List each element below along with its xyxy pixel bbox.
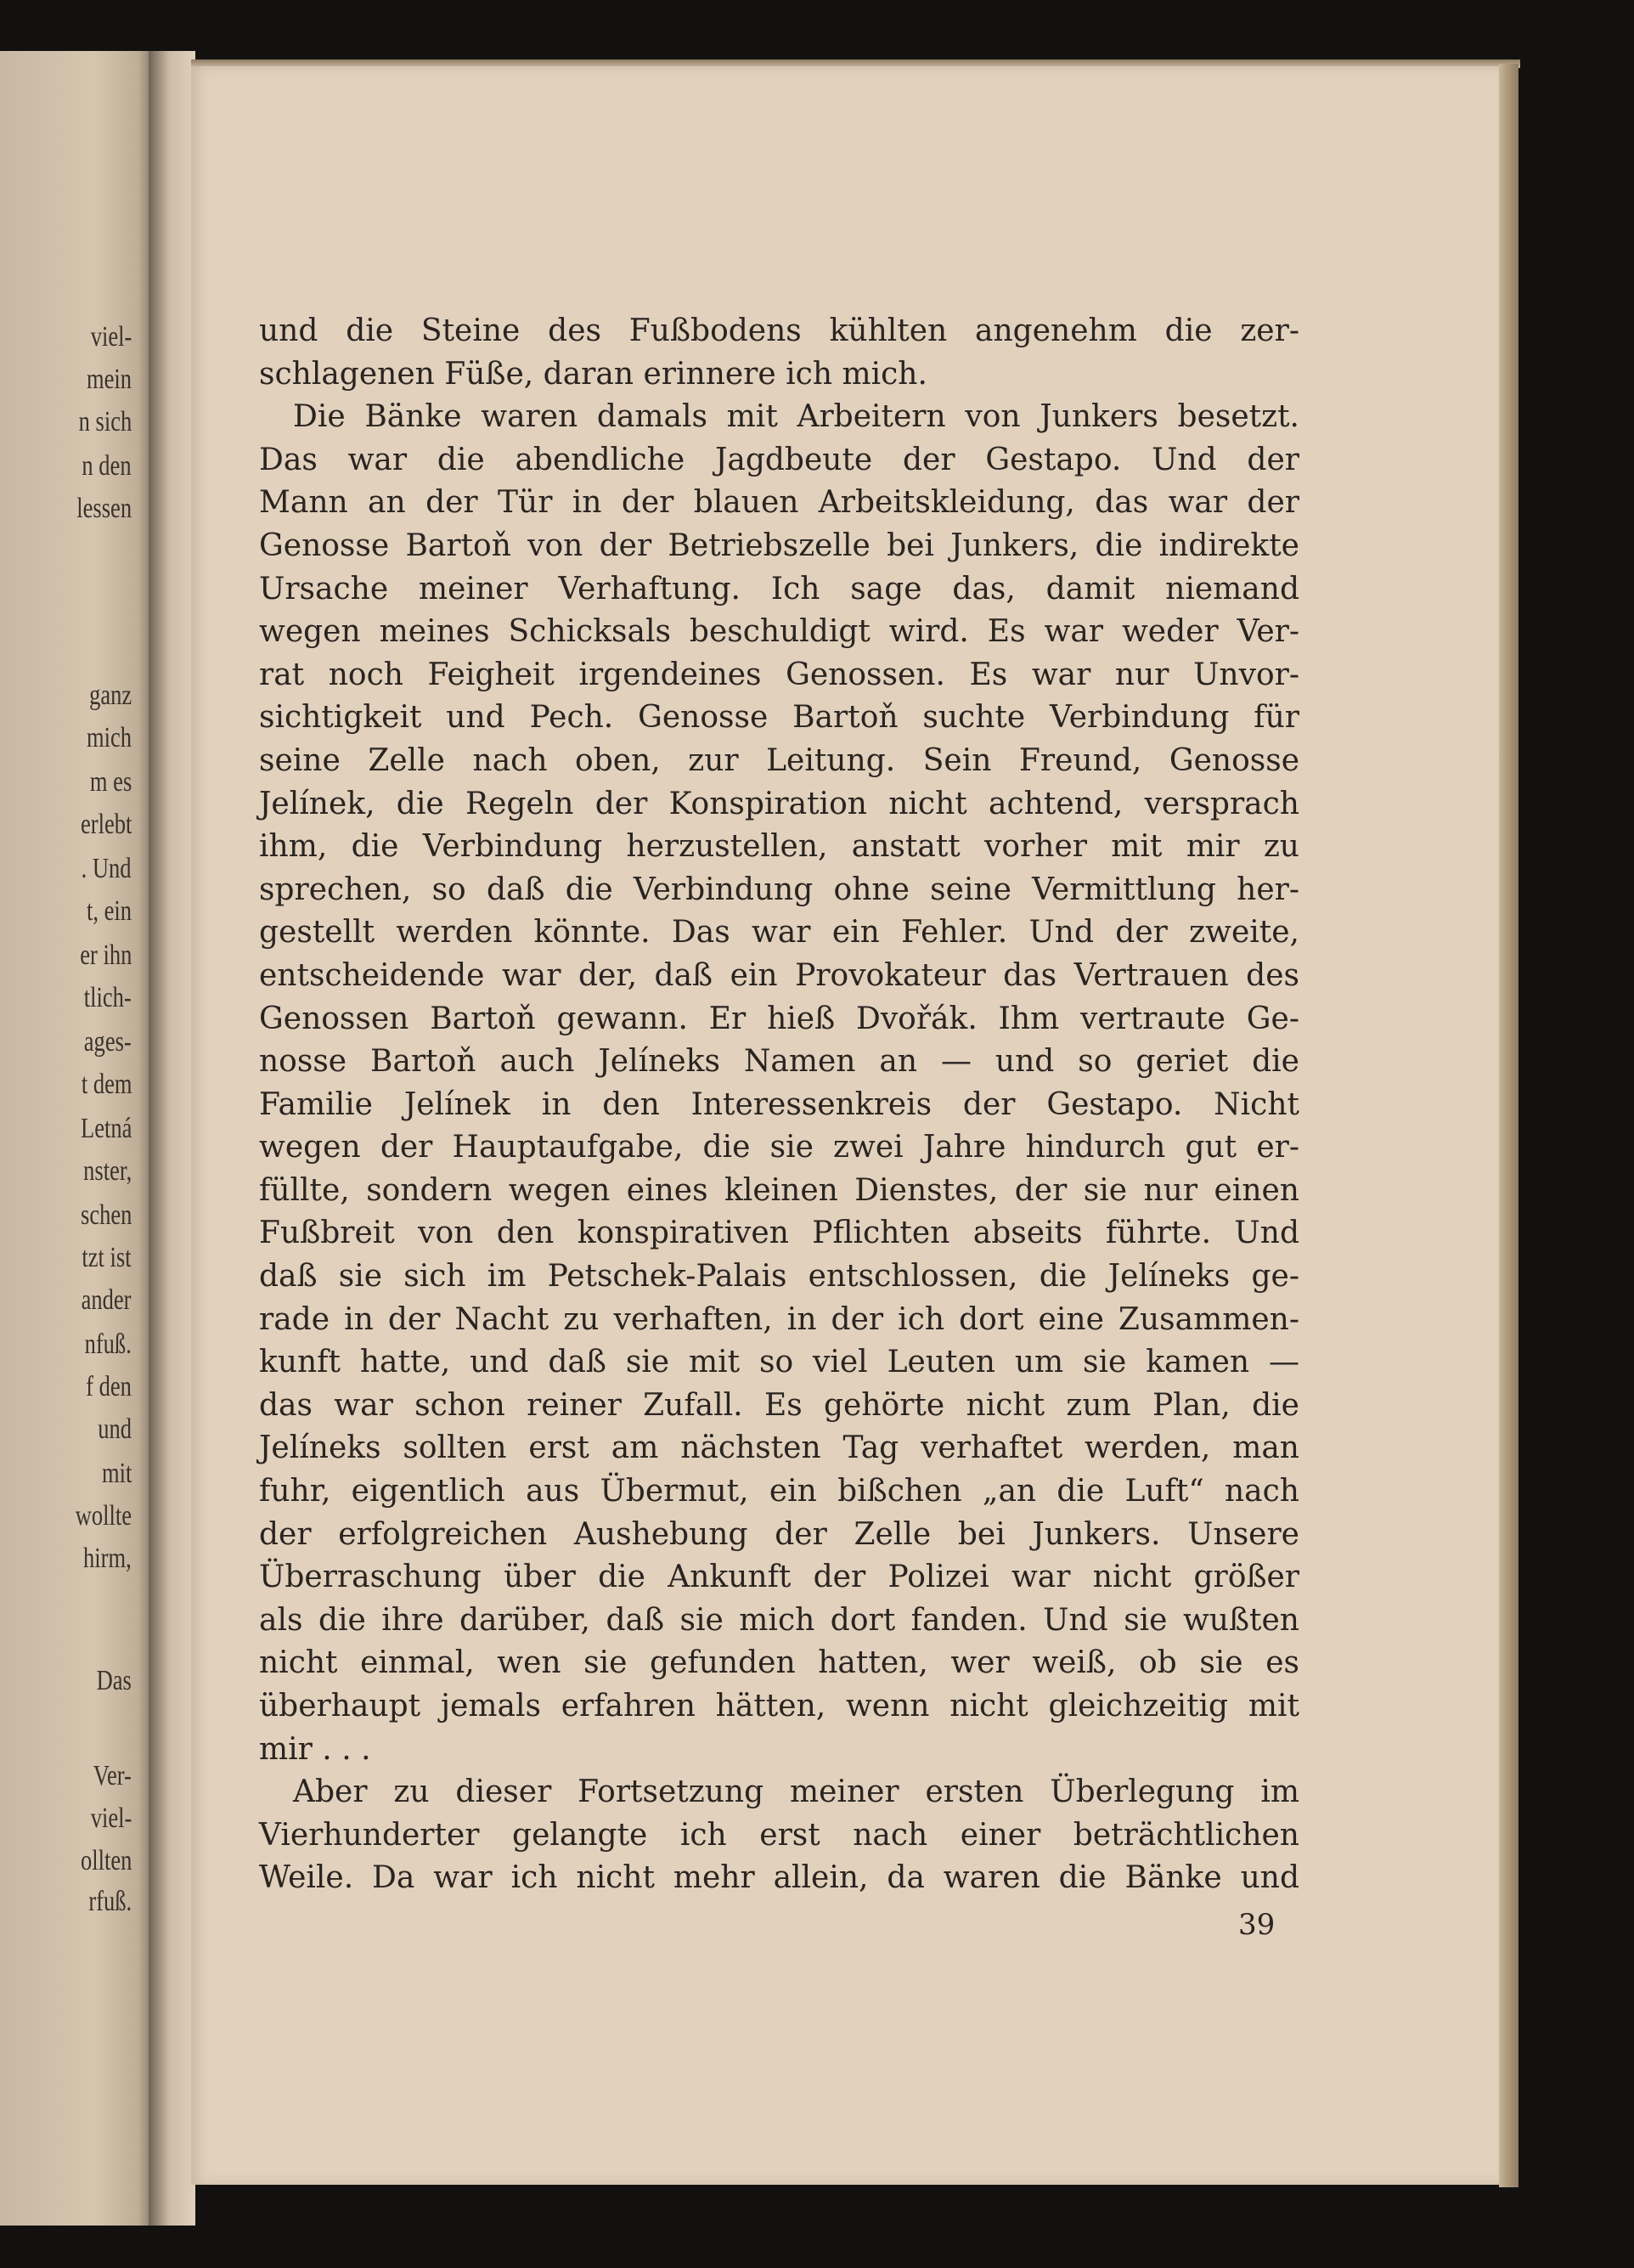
text-line: als die ihre darüber, daß sie mich dort fanden. Und sie wußten xyxy=(259,1602,1299,1638)
text-line: sichtigkeit und Pech. Genosse Bartoň suchte Verbindung für xyxy=(259,700,1299,736)
left-page-line: mich xyxy=(86,722,132,753)
text-line: überhaupt jemals erfahren hätten, wenn nicht gleichzeitig mit xyxy=(259,1689,1299,1724)
left-page-line: ander xyxy=(82,1284,132,1316)
left-page-line: ollten xyxy=(80,1845,132,1876)
left-page-line: f den xyxy=(86,1371,132,1402)
text-line: der erfolgreichen Aushebung der Zelle bei Junkers. Unsere xyxy=(259,1516,1299,1552)
text-line: seine Zelle nach oben, zur Leitung. Sein Freund, Genosse xyxy=(259,742,1299,778)
left-page-line: nster, xyxy=(82,1155,132,1187)
text-line: gestellt werden könnte. Das war ein Fehler. Und der zweite, xyxy=(259,915,1299,951)
text-line: Überraschung über die Ankunft der Polizei war nicht größer xyxy=(259,1560,1299,1595)
left-page-line: schen xyxy=(80,1199,132,1231)
left-page-line: rfuß. xyxy=(88,1886,132,1917)
text-line: Die Bänke waren damals mit Arbeitern von Junkers besetzt. xyxy=(293,399,1299,435)
left-page-line: ages- xyxy=(84,1026,132,1058)
left-page-line: wollte xyxy=(75,1500,132,1532)
text-line: nicht einmal, wen sie gefunden hatten, wer weiß, ob sie es xyxy=(259,1645,1299,1681)
left-page-line: n den xyxy=(82,450,132,482)
left-page-line: mit xyxy=(101,1458,132,1489)
text-line: schlagenen Füße, daran erinnere ich mich. xyxy=(259,356,927,392)
page-number: 39 xyxy=(1238,1908,1276,1942)
left-page-line: viel- xyxy=(90,321,132,353)
text-line: wegen der Hauptaufgabe, die sie zwei Jahre hindurch gut er- xyxy=(259,1130,1299,1165)
text-line: füllte, sondern wegen eines kleinen Dienstes, der sie nur einen xyxy=(259,1172,1299,1208)
left-page-line: t, ein xyxy=(86,895,132,927)
text-line: rade in der Nacht zu verhaften, in der ich dort eine Zusammen- xyxy=(259,1301,1299,1337)
left-page-line: m es xyxy=(89,766,132,798)
left-page-line: er ihn xyxy=(79,939,132,971)
text-line: Das war die abendliche Jagdbeute der Gestapo. Und der xyxy=(259,442,1299,477)
left-page-line: Das xyxy=(96,1665,132,1696)
text-line: daß sie sich im Petschek-Palais entschlossen, die Jelíneks ge- xyxy=(259,1259,1299,1295)
body-text xyxy=(259,310,1299,1900)
left-page-line: Ver- xyxy=(93,1760,132,1791)
text-line: Genossen Bartoň gewann. Er hieß Dvořák. Ihm vertraute Ge- xyxy=(259,1001,1299,1036)
text-line: mir . . . xyxy=(259,1731,371,1767)
text-line: kunft hatte, und daß sie mit so viel Leuten um sie kamen — xyxy=(259,1345,1299,1380)
left-page xyxy=(0,51,157,2226)
left-page-line: ganz xyxy=(88,680,132,711)
text-line: Weile. Da war ich nicht mehr allein, da waren die Bänke und xyxy=(259,1860,1299,1896)
text-line: Jelínek, die Regeln der Konspiration nicht achtend, versprach xyxy=(259,786,1299,821)
left-page-line: tzt ist xyxy=(82,1242,132,1273)
text-line: Fußbreit von den konspirativen Pflichten abseits führte. Und xyxy=(259,1216,1299,1251)
left-page-line: und xyxy=(98,1413,132,1445)
text-line: fuhr, eigentlich aus Übermut, ein bißchen „an die Luft“ nach xyxy=(259,1474,1299,1509)
left-page-line: n sich xyxy=(78,406,132,437)
text-line: wegen meines Schicksals beschuldigt wird. Es war weder Ver- xyxy=(259,614,1299,650)
text-line: ihm, die Verbindung herzustellen, anstatt vorher mit mir zu xyxy=(259,829,1299,865)
left-page-line: t dem xyxy=(81,1069,132,1100)
left-page-line: Letná xyxy=(80,1113,132,1144)
left-page-line: hirm, xyxy=(83,1543,132,1574)
left-page-line: mein xyxy=(86,364,132,395)
text-line: Ursache meiner Verhaftung. Ich sage das, damit niemand xyxy=(259,571,1299,606)
text-line: Aber zu dieser Fortsetzung meiner ersten Überlegung im xyxy=(293,1774,1299,1810)
text-line: entscheidende war der, daß ein Provokateur das Vertrauen des xyxy=(259,957,1299,993)
text-line: Familie Jelínek in den Interessenkreis der Gestapo. Nicht xyxy=(259,1086,1299,1122)
text-line: Mann an der Tür in der blauen Arbeitskleidung, das war der xyxy=(259,485,1299,521)
left-page-line: tlich- xyxy=(84,982,132,1013)
left-page-line: lessen xyxy=(76,493,132,524)
left-page-line: viel- xyxy=(90,1803,132,1834)
left-page-line: nfuß. xyxy=(84,1329,132,1360)
text-line: und die Steine des Fußbodens kühlten angenehm die zer- xyxy=(259,313,1299,348)
text-line: rat noch Feigheit irgendeines Genossen. Es war nur Unvor- xyxy=(259,657,1299,692)
text-line: Vierhunderter gelangte ich erst nach einer beträchtlichen xyxy=(259,1817,1299,1853)
page-edge xyxy=(1499,64,1518,2187)
text-line: das war schon reiner Zufall. Es gehörte nicht zum Plan, die xyxy=(259,1387,1299,1423)
text-line: Genosse Bartoň von der Betriebszelle bei Junkers, die indirekte xyxy=(259,528,1299,563)
left-page-line: erlebt xyxy=(80,809,132,840)
text-line: nosse Bartoň auch Jelíneks Namen an — und so geriet die xyxy=(259,1044,1299,1080)
book-gutter xyxy=(149,51,195,2226)
text-line: Jelíneks sollten erst am nächsten Tag verhaftet werden, man xyxy=(259,1430,1299,1466)
left-page-line: . Und xyxy=(82,853,132,884)
text-line: sprechen, so daß die Verbindung ohne seine Vermittlung her- xyxy=(259,872,1299,907)
